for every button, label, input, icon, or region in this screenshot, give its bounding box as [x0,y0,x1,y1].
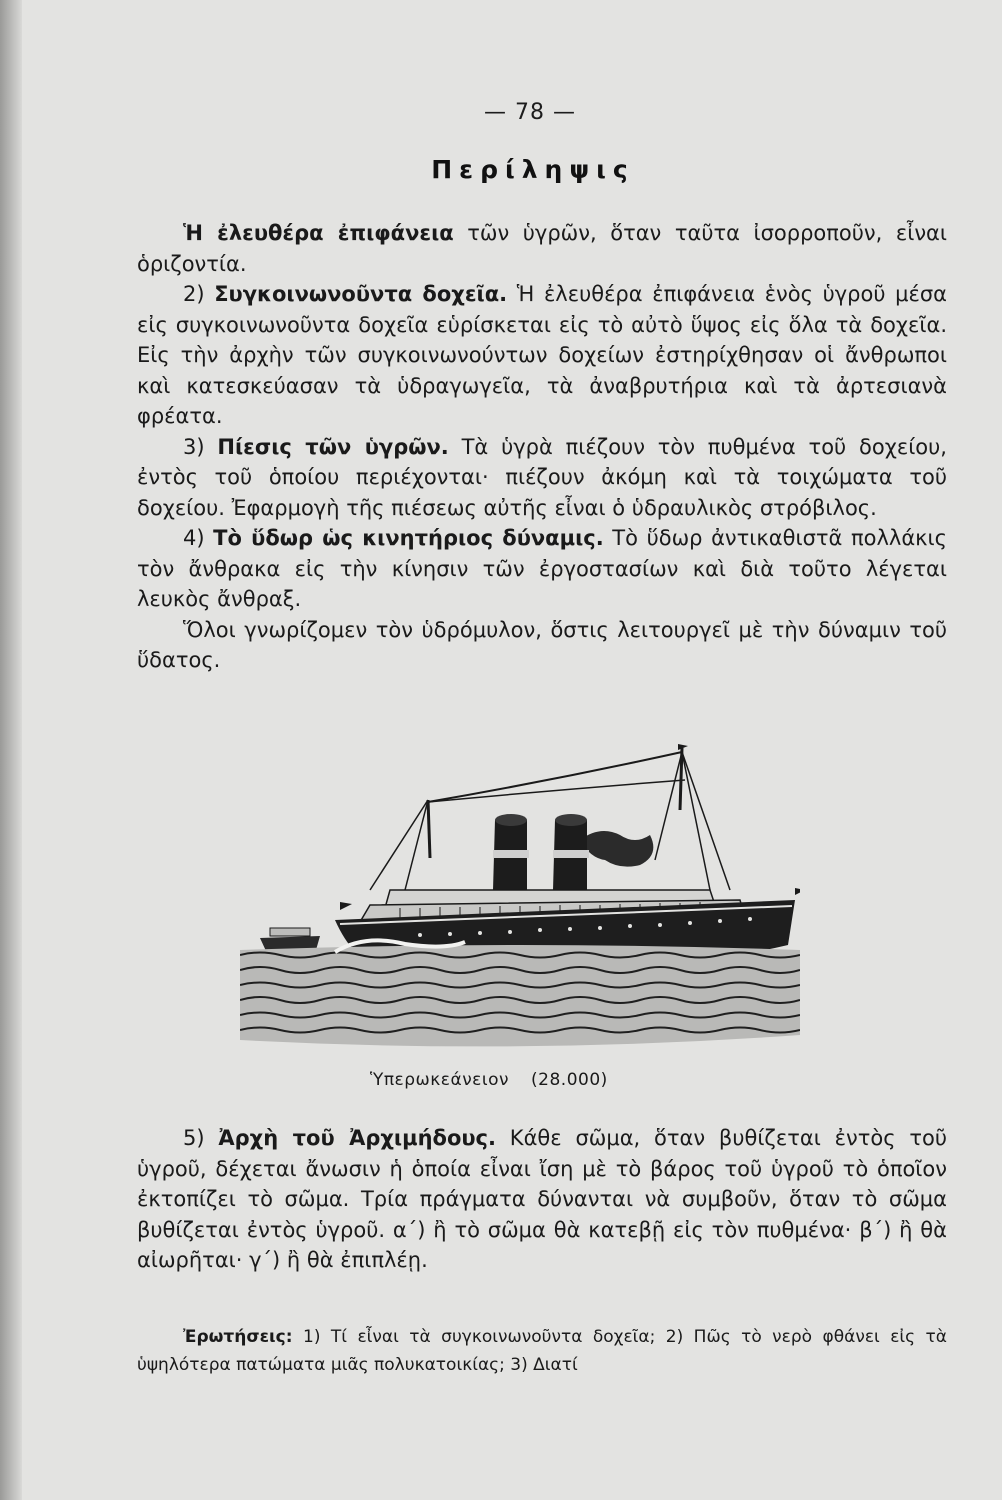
section-text: Κάθε σῶμα, ὅταν βυθίζεται ἐντὸς τοῦ ὑγροῦ, δέχεται ἄνωσιν ἡ ὁποία εἶναι ἴση μὲ τὸ βάρος τοῦ ὑγροῦ τὸ ὁποῖον ἐκτοπίζει τὸ σῶμα. Τρία πράγματα δύνανται νὰ συμβοῦν, ὅταν τὸ σῶμα βυθίζεται ἐντὸς ὑγροῦ. α΄) ἢ τὸ σῶμα θὰ κατεβῇ εἰς τὸν πυθμένα· β΄) ἢ θὰ αἰωρῆται· γ΄) ἢ θὰ ἐπιπλέῃ. [137,1126,947,1272]
section-paragraph [137,432,947,524]
archimedes-section [137,1123,947,1276]
section-heading: Ἀρχὴ τοῦ Ἀρχιμήδους. [218,1126,496,1150]
watermill-paragraph: Ὅλοι γνωρίζομεν τὸν ὑδρόμυλον, ὅστις λειτουργεῖ μὲ τὴν δύναμιν τοῦ ὕδατος. [137,617,947,672]
intro-text: τῶν ὑγρῶν, ὅταν ταῦτα ἰσορροποῦν, εἶναι ὁριζοντία. [137,221,947,276]
section-heading: Πίεσις τῶν ὑγρῶν. [217,434,449,459]
archimedes-paragraph [137,1123,947,1276]
section-text: Τὸ ὕδωρ ἀντικαθιστᾶ πολλάκις τὸν ἄνθρακα εἰς τὴν κίνησιν τῶν ἐργοστασίων καὶ διὰ τοῦτο λέγεται λευκὸς ἄνθραξ. [137,526,947,611]
intro-lead: Ἡ ἐλευθέρα ἐπιφάνεια [183,221,454,245]
section-heading: Συγκοινωνοῦντα δοχεῖα. [214,282,508,306]
section-number: 5) [183,1126,205,1150]
summary-text [137,218,947,676]
ocean-liner-illustration [240,740,800,1070]
section-paragraph [137,279,947,432]
section-number: 4) [183,526,205,550]
intro-paragraph [137,218,947,279]
questions-text: 1) Τί εἶναι τὰ συγκοινωνοῦντα δοχεῖα; 2) Πῶς τὸ νερὸ φθάνει εἰς τὰ ὑψηλότερα πατώματα μιᾶς πολυκατοικίας; 3) Διατί [137,1327,947,1375]
section-number: 2) [183,282,205,306]
questions-label: Ἐρωτήσεις: [183,1327,293,1347]
questions-paragraph [137,1323,947,1379]
figure-caption [370,1070,690,1090]
page-spine-shadow [0,0,22,1500]
figure-caption-tonnage: (28.000) [531,1070,608,1090]
section-title: Περίληψις [431,155,635,184]
section-text: Ἡ ἐλευθέρα ἐπιφάνεια ἑνὸς ὑγροῦ μέσα εἰς συγκοινωνοῦντα δοχεῖα εὑρίσκεται εἰς τὸ αὐτὸ ὕψος εἰς ὅλα τὰ δοχεῖα. Εἰς τὴν ἀρχὴν τῶν συγκοινωνούντων δοχείων ἐστηρίχθησαν οἱ ἄνθρωποι καὶ κατεσκεύασαν τὰ ὑδραγωγεῖα, τὰ ἀναβρυτήρια καὶ τὰ ἀρτεσιανὰ φρέατα. [137,282,947,428]
section-heading: Τὸ ὕδωρ ὡς κινητήριος δύναμις. [213,526,604,550]
section-text: Τὰ ὑγρὰ πιέζουν τὸν πυθμένα τοῦ δοχείου, ἐντὸς τοῦ ὁποίου περιέχονται· πιέζουν ἀκόμη καὶ τὰ τοιχώματα τοῦ δοχείου. Ἐφαρμογὴ τῆς πιέσεως αὐτῆς εἶναι ὁ ὑδραυλικὸς στρόβιλος. [137,434,947,520]
figure-caption-name: Ὑπερωκεάνειον [370,1070,510,1090]
page-number: — 78 — [484,100,576,125]
section-number: 3) [183,434,205,459]
section-paragraph [137,523,947,615]
questions-block [137,1323,947,1379]
